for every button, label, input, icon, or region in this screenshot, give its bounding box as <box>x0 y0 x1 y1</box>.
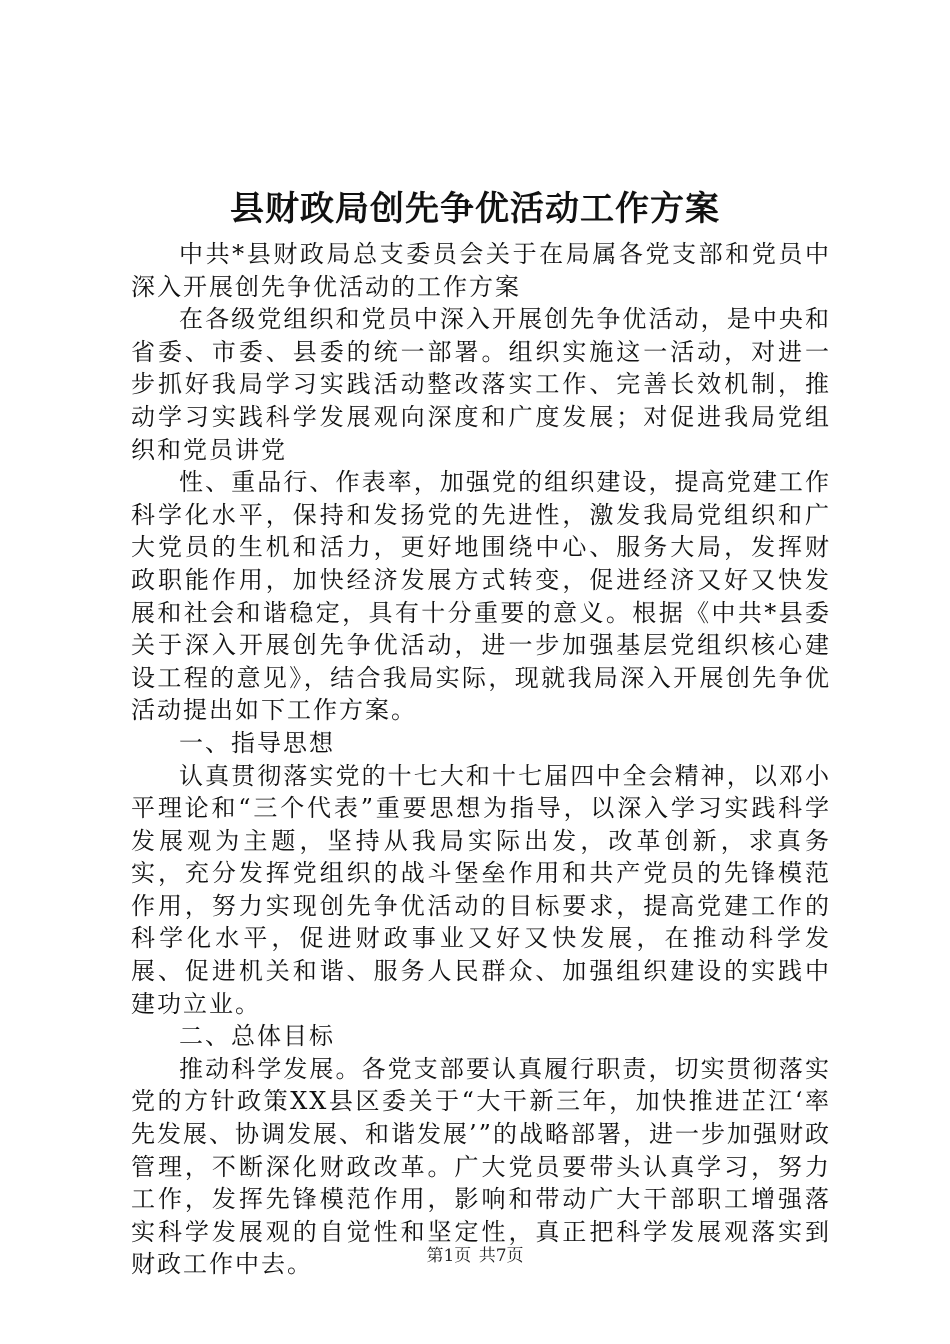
section-heading-overall-goals: 二、总体目标 <box>179 1022 335 1051</box>
document-title: 县财政局创先争优活动工作方案 <box>230 189 720 229</box>
paragraph-background-2: 性、重品行、作表率，加强党的组织建设，提高党建工作科学化水平，保持和发扬党的先进性，激发我局党组织和广大党员的生机和活力，更好地围绕中心、服务大局，发挥财政职能作用，加快经济发展方式转变，促进经济又好又快发展和社会和谐稳定，具有十分重要的意义。根据《中共*县委关于深入开展创先争优活动，进一步加强基层党组织核心建设工程的意见》，结合我局实际，现就我局深入开展创先争优活动提出如下工作方案。 <box>131 468 831 725</box>
page-number: 第1页 <box>426 1246 472 1266</box>
paragraph-guiding-thought: 认真贯彻落实党的十七大和十七届四中全会精神，以邓小平理论和“三个代表”重要思想为指导，以深入学习实践科学发展观为主题，坚持从我局实际出发，改革创新，求真务实，充分发挥党组织的战斗堡垒作用和共产党员的先锋模范作用，努力实现创先争优活动的目标要求，提高党建工作的科学化水平，促进财政事业又好又快发展，在推动科学发展、促进机关和谐、服务人民群众、加强组织建设的实践中建功立业。 <box>131 761 831 1018</box>
page-footer <box>0 1244 950 1268</box>
section-heading-guiding-thought: 一、指导思想 <box>179 728 335 757</box>
paragraph-intro-heading: 中共*县财政局总支委员会关于在局属各党支部和党员中深入开展创先争优活动的工作方案 <box>131 240 831 301</box>
paragraph-background-1: 在各级党组织和党员中深入开展创先争优活动，是中央和省委、市委、县委的统一部署。组织实施这一活动，对进一步抓好我局学习实践活动整改落实工作、完善长效机制，推动学习实践科学发展观向深度和广度发展；对促进我局党组织和党员讲党 <box>131 305 831 464</box>
total-pages: 共7页 <box>478 1246 524 1266</box>
paragraph-overall-goals: 推动科学发展。各党支部要认真履行职责，切实贯彻落实党的方针政策XX县区委关于“大干新三年，加快推进芷江‘率先发展、协调发展、和谐发展’”的战略部署，进一步加强财政管理，不断深化财政改革。广大党员要带头认真学习，努力工作，发挥先锋模范作用，影响和带动广大干部职工增强落实科学发展观的自觉性和坚定性，真正把科学发展观落实到财政工作中去。 <box>131 1054 831 1279</box>
document-body <box>131 238 831 1281</box>
